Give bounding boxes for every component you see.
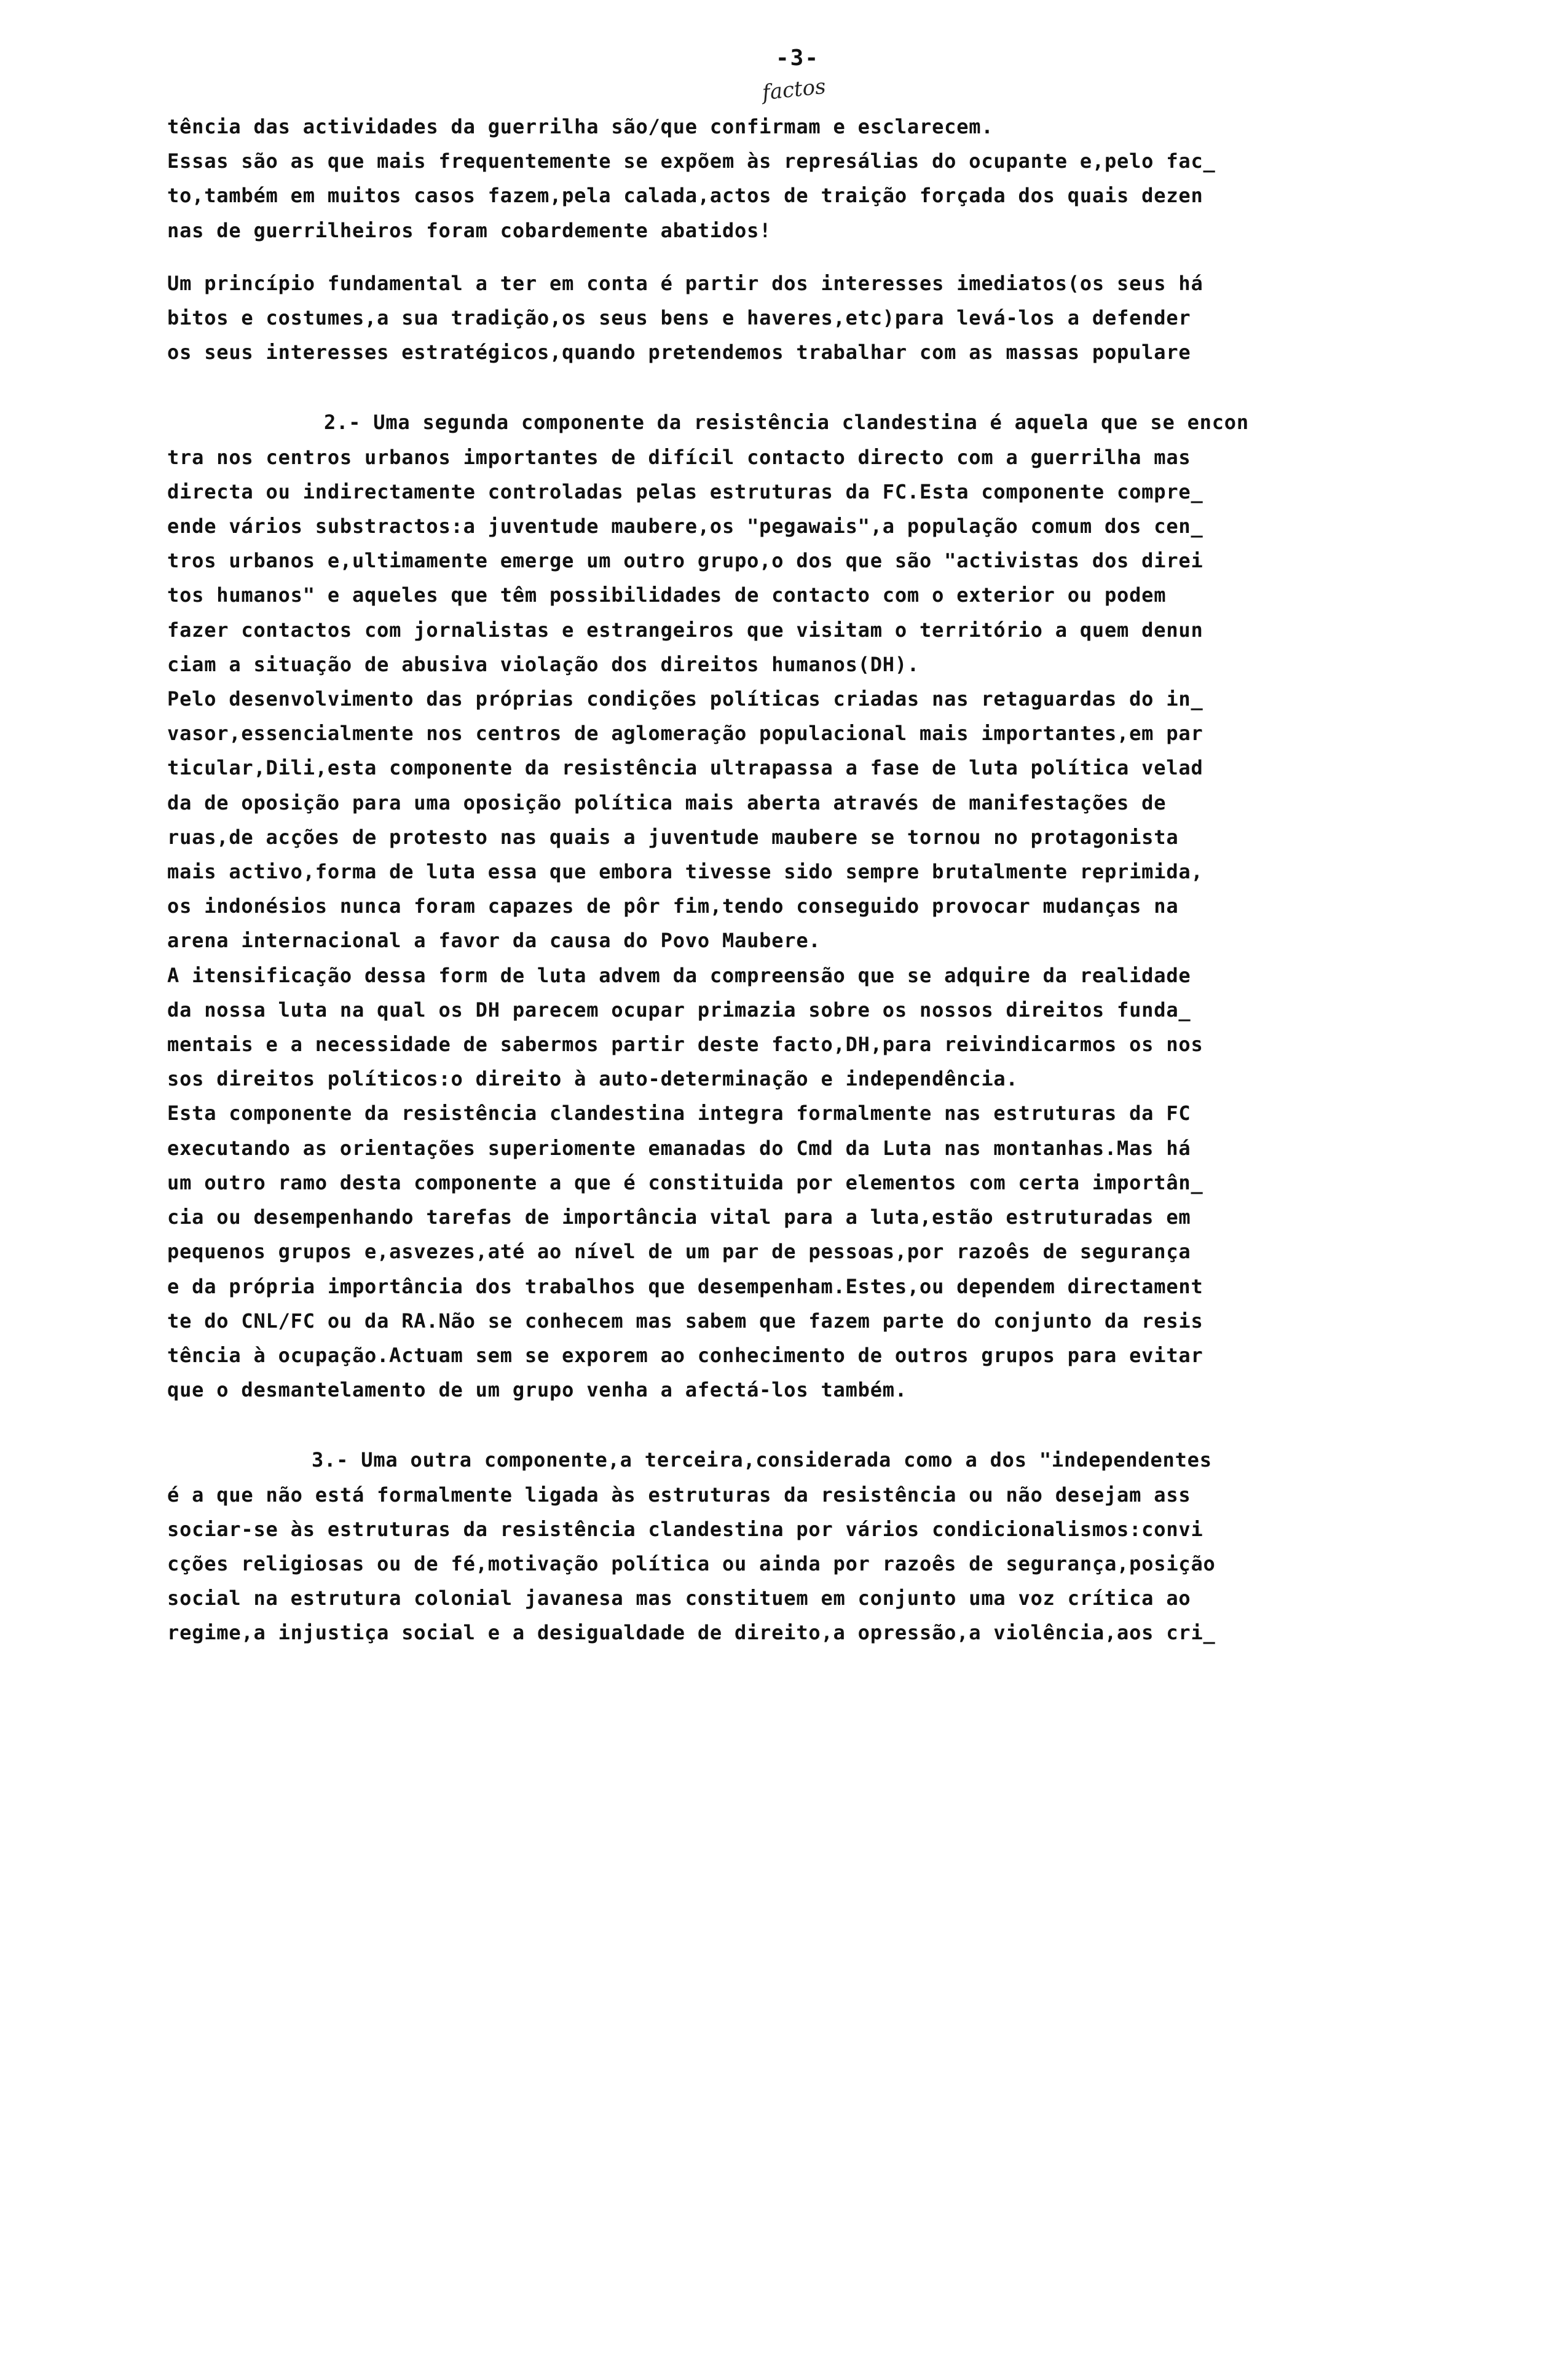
text-line: directa ou indirectamente controladas pelas estruturas da FC.Esta componente compre_ <box>167 479 1203 503</box>
text-line: to,também em muitos casos fazem,pela calada,actos de traição forçada dos quais dezen <box>167 184 1203 208</box>
paragraph <box>167 1096 1452 1407</box>
paragraph <box>167 266 1452 370</box>
text-line: fazer contactos com jornalistas e estrangeiros que visitam o território a quem denun <box>167 618 1203 642</box>
text-line: executando as orientações superiomente emanadas do Cmd da Luta nas montanhas.Mas há <box>167 1136 1191 1160</box>
paragraph <box>167 109 1452 248</box>
text-line: te do CNL/FC ou da RA.Não se conhecem mas sabem que fazem parte do conjunto da resis <box>167 1309 1203 1333</box>
paragraph <box>167 1443 1452 1650</box>
text-line: cções religiosas ou de fé,motivação política ou ainda por razoês de segurança,posição <box>167 1551 1216 1575</box>
text-line: mais activo,forma de luta essa que embora tivesse sido sempre brutalmente reprimida, <box>167 860 1203 884</box>
text-line: bitos e costumes,a sua tradição,os seus bens e haveres,etc)para levá-los a defender <box>167 306 1191 330</box>
text-line: que o desmantelamento de um grupo venha a afectá-los também. <box>167 1378 907 1402</box>
text-line: Essas são as que mais frequentemente se expõem às represálias do ocupante e,pelo fac_ <box>167 149 1216 173</box>
text-line: tra nos centros urbanos importantes de difícil contacto directo com a guerrilha mas <box>167 445 1191 469</box>
paragraph <box>167 682 1452 958</box>
text-line: os seus interesses estratégicos,quando pretendemos trabalhar com as massas populare <box>167 341 1191 364</box>
text-line: pequenos grupos e,asvezes,até ao nível de um par de pessoas,por razoês de segurança <box>167 1240 1191 1264</box>
text-line: Esta componente da resistência clandestina integra formalmente nas estruturas da FC <box>167 1101 1191 1125</box>
handwritten-annotation: factos <box>761 74 827 106</box>
text-line: ciam a situação de abusiva violação dos direitos humanos(DH). <box>167 652 920 676</box>
text-line: tência à ocupação.Actuam sem se exporem ao conhecimento de outros grupos para evitar <box>167 1343 1203 1367</box>
paragraph <box>167 958 1452 1097</box>
page-number: -3- <box>776 45 820 71</box>
text-line: da de oposição para uma oposição política mais aberta através de manifestações de <box>167 790 1167 814</box>
text-line: tos humanos" e aqueles que têm possibilidades de contacto com o exterior ou podem <box>167 583 1167 607</box>
text-line: mentais e a necessidade de sabermos partir deste facto,DH,para reivindicarmos os nos <box>167 1033 1203 1057</box>
text-line: os indonésios nunca foram capazes de pôr fim,tendo conseguido provocar mudanças na <box>167 894 1179 918</box>
text-line: vasor,essencialmente nos centros de aglomeração populacional mais importantes,em par <box>167 722 1203 746</box>
document-body <box>167 109 1452 1650</box>
text-line: ruas,de acções de protesto nas quais a juventude maubere se tornou no protagonista <box>167 825 1179 849</box>
text-line: um outro ramo desta componente a que é constituida por elementos com certa importân_ <box>167 1170 1203 1194</box>
text-line: ticular,Dili,esta componente da resistência ultrapassa a fase de luta política velad <box>167 756 1203 780</box>
text-line: tência das actividades da guerrilha são/que confirmam e esclarecem. <box>167 115 994 138</box>
text-line: e da própria importância dos trabalhos que desempenham.Estes,ou dependem directament <box>167 1274 1203 1298</box>
text-line: regime,a injustiça social e a desigualdade de direito,a opressão,a violência,aos cri_ <box>167 1621 1216 1645</box>
text-line: sos direitos políticos:o direito à auto-determinação e independência. <box>167 1067 1018 1091</box>
text-line: é a que não está formalmente ligada às estruturas da resistência ou não desejam ass <box>167 1483 1191 1507</box>
text-line: Pelo desenvolvimento das próprias condições políticas criadas nas retaguardas do in_ <box>167 687 1203 711</box>
text-line: A itensificação dessa form de luta advem da compreensão que se adquire da realidade <box>167 963 1191 987</box>
text-line: 3.- Uma outra componente,a terceira,considerada como a dos "independentes <box>312 1448 1212 1472</box>
text-line: cia ou desempenhando tarefas de importância vital para a luta,estão estruturadas em <box>167 1205 1191 1229</box>
paragraph <box>167 405 1452 682</box>
text-line: 2.- Uma segunda componente da resistência clandestina é aquela que se encon <box>324 411 1249 435</box>
text-line: ende vários substractos:a juventude maubere,os "pegawais",a população comum dos cen_ <box>167 514 1203 538</box>
text-line: tros urbanos e,ultimamente emerge um outro grupo,o dos que são "activistas dos direi <box>167 549 1203 573</box>
text-line: social na estrutura colonial javanesa mas constituem em conjunto uma voz crítica ao <box>167 1586 1191 1610</box>
text-line: da nossa luta na qual os DH parecem ocupar primazia sobre os nossos direitos funda_ <box>167 998 1191 1022</box>
text-line: arena internacional a favor da causa do Povo Maubere. <box>167 929 821 953</box>
text-line: nas de guerrilheiros foram cobardemente abatidos! <box>167 218 772 242</box>
text-line: sociar-se às estruturas da resistência clandestina por vários condicionalismos:convi <box>167 1517 1203 1541</box>
text-line: Um princípio fundamental a ter em conta é partir dos interesses imediatos(os seus há <box>167 271 1203 295</box>
